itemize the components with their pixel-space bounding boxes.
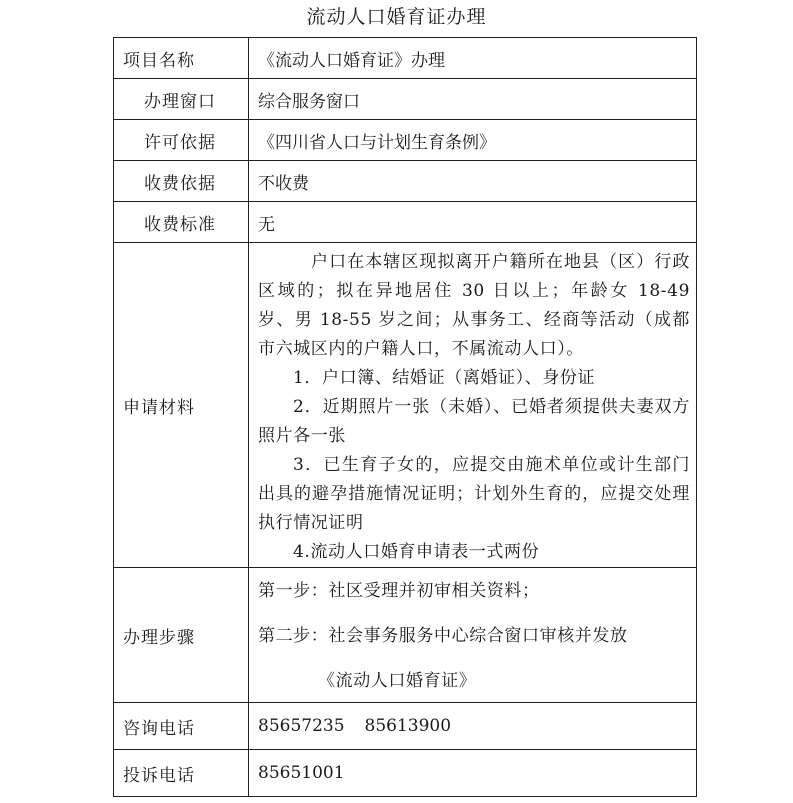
row-fee-basis xyxy=(114,161,697,202)
row-steps xyxy=(114,568,697,703)
consult-phone-number-1: 85657235 xyxy=(258,716,345,736)
item-name-value: 《流动人口婚育证》办理 xyxy=(249,38,697,79)
basis-value: 《四川省人口与计划生育条例》 xyxy=(249,120,697,161)
row-fee-standard xyxy=(114,202,697,243)
row-complaint-phone xyxy=(114,750,697,797)
consult-phone-number-2: 85613900 xyxy=(364,716,452,736)
row-item-name xyxy=(114,38,697,79)
basis-label: 许可依据 xyxy=(114,120,249,161)
materials-item-4: 4.流动人口婚育申请表一式两份 xyxy=(293,542,540,562)
document-title: 流动人口婚育证办理 xyxy=(306,6,487,28)
item-name-label: 项目名称 xyxy=(114,38,249,79)
consult-phone-label: 咨询电话 xyxy=(114,703,249,750)
complaint-phone-value: 85651001 xyxy=(249,750,697,797)
materials-item-3: 3．已生育子女的，应提交由施术单位或计生部门出具的避孕措施情况证明；计划外生育的，应提交处理执行情况证明 xyxy=(258,455,690,533)
complaint-phone-label: 投诉电话 xyxy=(114,750,249,797)
materials-label: 申请材料 xyxy=(114,243,249,568)
fee-standard-label: 收费标准 xyxy=(114,202,249,243)
materials-eligibility-text: 户口在本辖区现拟离开户籍所在地县（区）行政区域的；拟在异地居住 30 日以上；年龄女 18-49 岁、男 18-55 岁之间；从事务工、经商等活动（成都市六城区内的户籍人口，不属流动人口）。 xyxy=(258,252,690,359)
consult-phone-value xyxy=(249,703,697,750)
materials-item-1: 1．户口簿、结婚证（离婚证）、身份证 xyxy=(293,368,596,388)
row-materials xyxy=(114,243,697,568)
steps-value xyxy=(249,568,697,703)
service-info-table xyxy=(113,37,697,797)
row-office xyxy=(114,79,697,120)
fee-standard-value: 无 xyxy=(249,202,697,243)
office-label: 办理窗口 xyxy=(114,79,249,120)
materials-value xyxy=(249,243,697,568)
fee-basis-value: 不收费 xyxy=(249,161,697,202)
fee-basis-label: 收费依据 xyxy=(114,161,249,202)
row-basis xyxy=(114,120,697,161)
step-1-text: 第一步：社区受理并初审相关资料； xyxy=(258,580,540,601)
step-2-text: 第二步：社会事务服务中心综合窗口审核并发放 xyxy=(258,625,628,646)
office-value: 综合服务窗口 xyxy=(249,79,697,120)
steps-label: 办理步骤 xyxy=(114,568,249,703)
step-2-continuation: 《流动人口婚育证》 xyxy=(318,670,477,691)
row-consult-phone xyxy=(114,703,697,750)
materials-item-2: 2．近期照片一张（未婚）、已婚者须提供夫妻双方照片各一张 xyxy=(258,397,690,446)
